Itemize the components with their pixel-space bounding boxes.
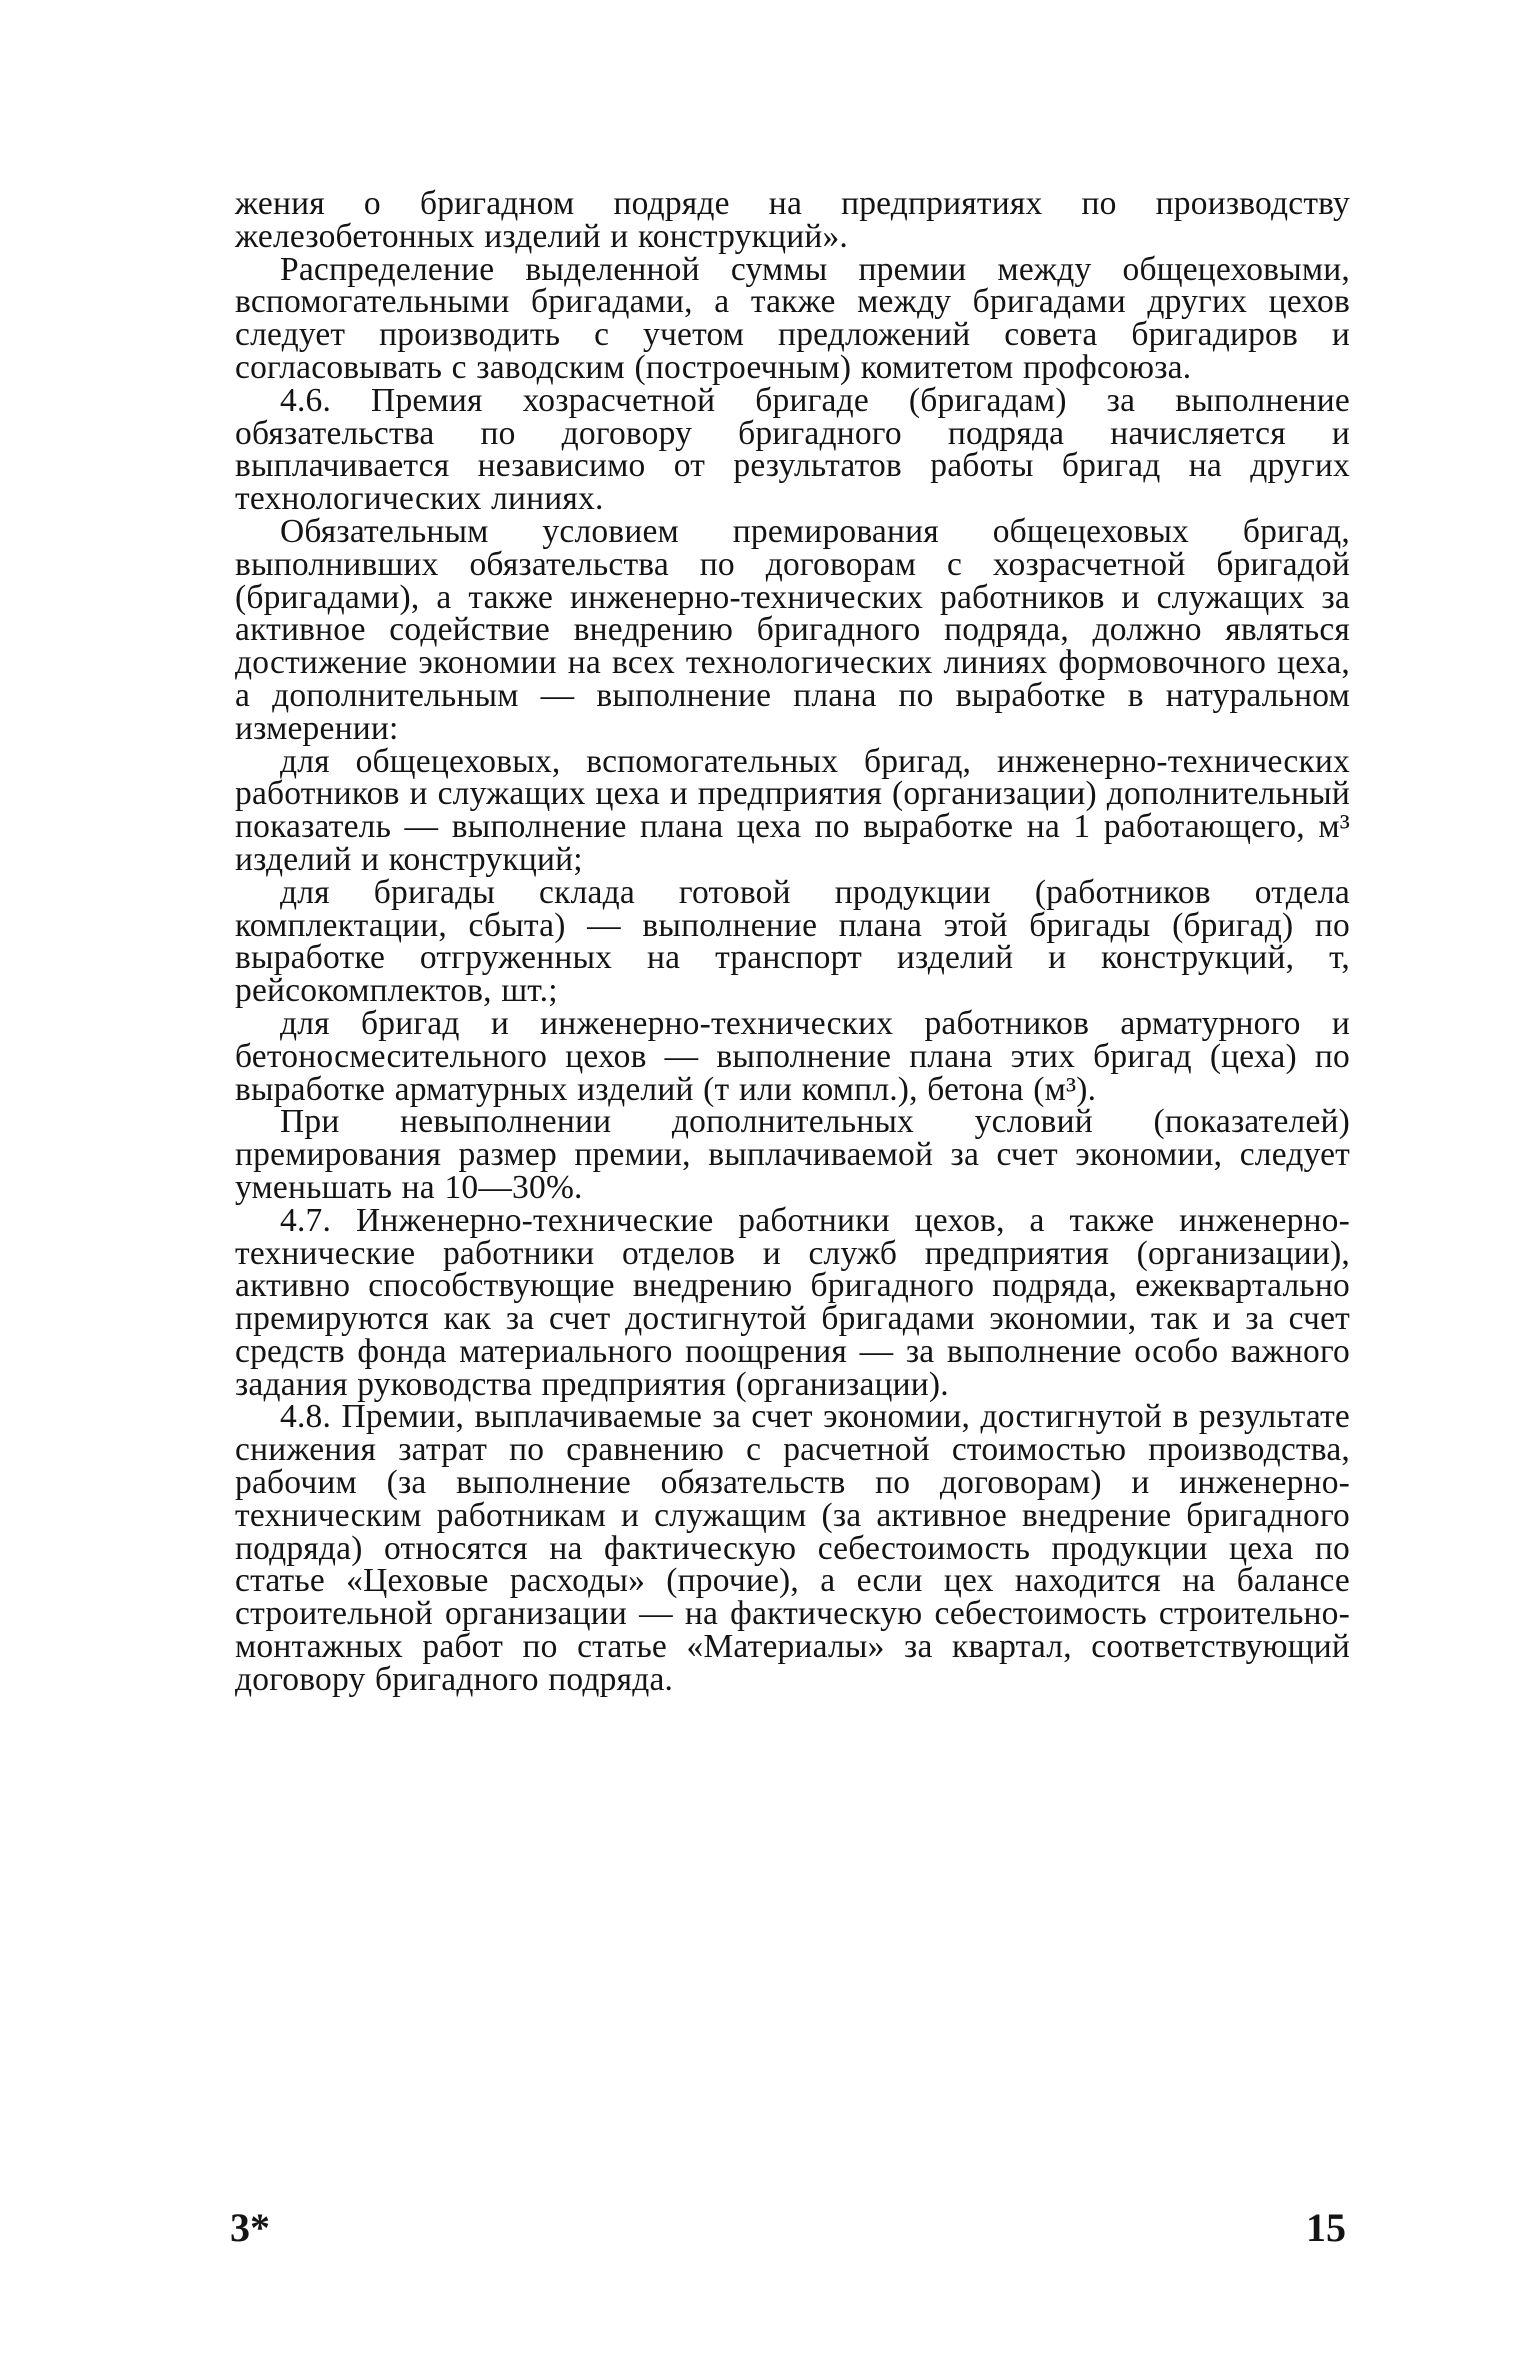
paragraph-4-8: 4.8. Премии, выплачиваемые за счет экономии, достигнутой в результате снижения затрат по сравнению с расчетной стоимостью производства, рабочим (за выполнение обязательств по договорам) и инженерно-техническим работникам и служащим (за активное внедрение бригадного подряда) относятся на фактическую себестоимость продукции цеха по статье «Цеховые расходы» (прочие), а если цех находится на балансе строительной организации — на фактическую себестоимость строительно-монтажных работ по статье «Материалы» за квартал, соответствующий договору бригадного подряда. [235, 1398, 1350, 1698]
paragraph-non-fulfillment: При невыполнении дополнительных условий (показателей) премирования размер премии, выплачиваемой за счет экономии, следует уменьшать на 10—30%. [235, 1103, 1350, 1206]
body-text [235, 185, 1350, 1698]
paragraph-4-6: 4.6. Премия хозрасчетной бригаде (бригадам) за выполнение обязательства по договору бригадного подряда начисляется и выплачивается независимо от результатов работы бригад на других технологических линиях. [235, 381, 1350, 518]
page-number: 15 [1306, 2205, 1346, 2250]
signature-mark: 3* [230, 2205, 270, 2250]
paragraph-warehouse-brigade: для бригады склада готовой продукции (работников отдела комплектации, сбыта) — выполнение плана этой бригады (бригад) по выработке отгруженных на транспорт изделий и конструкций, т, рейсокомплектов, шт.; [235, 873, 1350, 1010]
paragraph-mandatory-condition: Обязательным условием премирования общецеховых бригад, выполнивших обязательства по договорам с хозрасчетной бригадой (бригадами), а также инженерно-технических работников и служащих за активное содействие внедрению бригадного подряда, должно являться достижение экономии на всех технологических линиях формовочного цеха, а дополнительным — выполнение плана по выработке в натуральном измерении: [235, 512, 1350, 747]
paragraph-4-7: 4.7. Инженерно-технические работники цехов, а также инженерно-технические работники отделов и служб предприятия (организации), активно способствующие внедрению бригадного подряда, ежеквартально премируются как за счет достигнутой бригадами экономии, так и за счет средств фонда материального поощрения — за выполнение особо важного задания руководства предприятия (организации). [235, 1201, 1350, 1403]
paragraph-premium-distribution: Распределение выделенной суммы премии между общецеховыми, вспомогательными бригадами, а также между бригадами других цехов следует производить с учетом предложений совета бригадиров и согласовывать с заводским (построечным) комитетом профсоюза. [235, 250, 1350, 386]
paragraph-reinforcement-concrete: для бригад и инженерно-технических работников арматурного и бетоносмесительного цехов — выполнение плана этих бригад (цеха) по выработке арматурных изделий (т или компл.), бетона (м³). [235, 1004, 1350, 1108]
paragraph-general-shop-brigades: для общецеховых, вспомогательных бригад, инженерно-технических работников и служащих цеха и предприятия (организации) дополнительный показатель — выполнение плана цеха по выработке на 1 работающего, м³ изделий и конструкций; [235, 742, 1350, 878]
paragraph-continuation: жения о бригадном подряде на предприятиях по производству железобетонных изделий и конструкций». [235, 185, 1350, 255]
